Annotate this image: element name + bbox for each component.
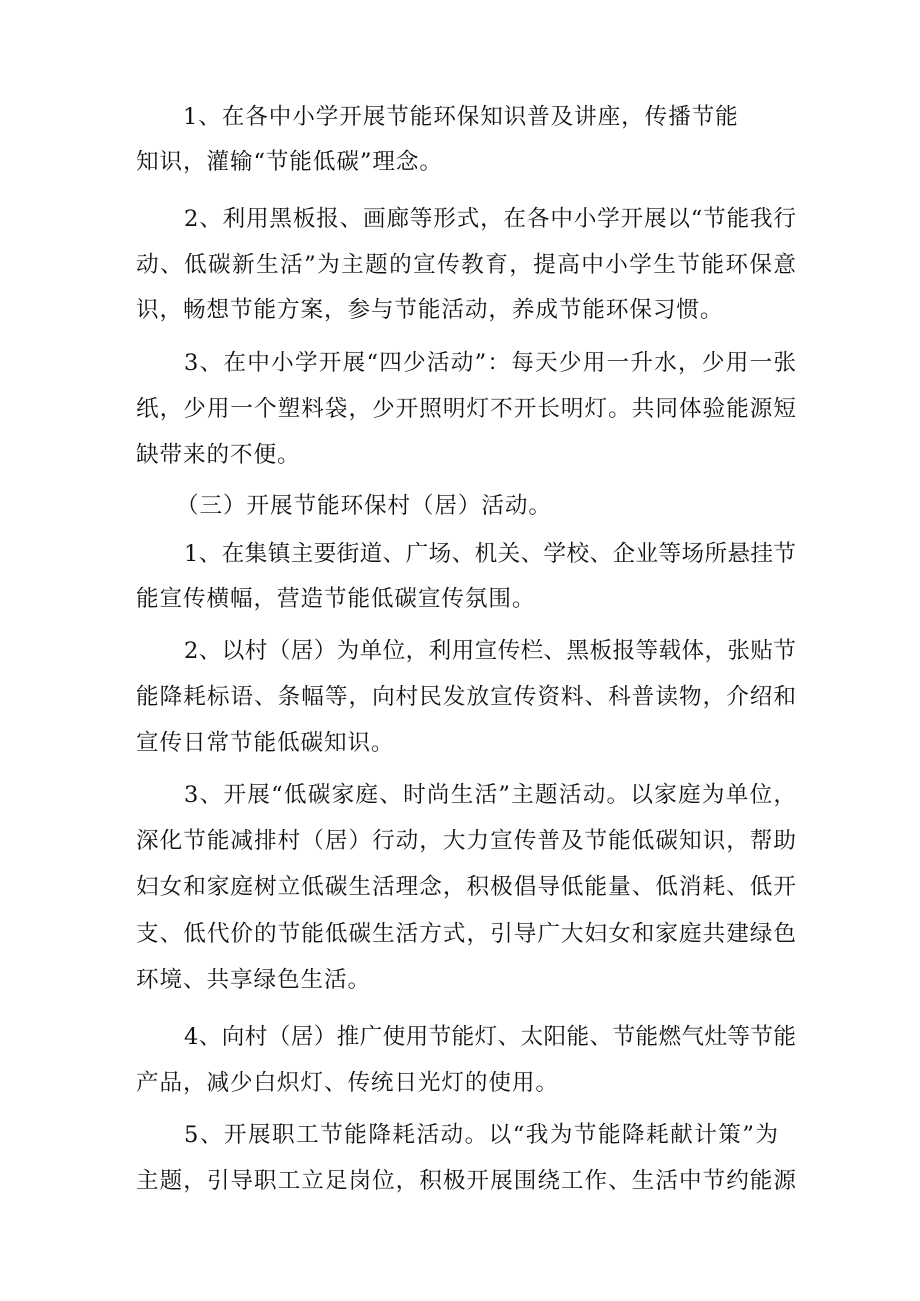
paragraph-7-line-2: 产品，减少白炽灯、传统日光灯的使用。 — [136, 1070, 559, 1096]
paragraph-4-line-1: 1、在集镇主要街道、广场、机关、学校、企业等场所悬挂节 — [184, 541, 796, 567]
paragraph-5-line-3: 宣传日常节能低碳知识。 — [136, 730, 395, 756]
paragraph-2-line-1: 2、利用黑板报、画廊等形式，在各中小学开展以“节能我行 — [184, 206, 796, 232]
paragraph-6-line-3: 妇女和家庭树立低碳生活理念，积极倡导低能量、低消耗、低开 — [136, 874, 796, 900]
paragraph-6-line-1: 3、开展“低碳家庭、时尚生活”主题活动。以家庭为单位， — [184, 782, 796, 808]
paragraph-2-line-2: 动、低碳新生活”为主题的宣传教育，提高中小学生节能环保意 — [136, 252, 796, 278]
paragraph-5-line-1: 2、以村（居）为单位，利用宣传栏、黑板报等载体，张贴节 — [184, 638, 796, 664]
paragraph-5-line-2: 能降耗标语、条幅等，向村民发放宣传资料、科普读物，介绍和 — [136, 684, 796, 710]
paragraph-3-line-1: 3、在中小学开展“四少活动”：每天少用一升水，少用一张 — [184, 350, 796, 376]
paragraph-6-line-5: 环境、共享绿色生活。 — [136, 967, 371, 993]
paragraph-2-line-3: 识，畅想节能方案，参与节能活动，养成节能环保习惯。 — [136, 297, 724, 323]
paragraph-1-line-1: 1、在各中小学开展节能环保知识普及讲座，传播节能 — [183, 104, 739, 130]
paragraph-3-line-3: 缺带来的不便。 — [136, 442, 301, 468]
paragraph-3-line-2: 纸，少用一个塑料袋，少开照明灯不开长明灯。共同体验能源短 — [136, 396, 796, 422]
paragraph-4-line-2: 能宣传横幅，营造节能低碳宣传氛围。 — [136, 586, 536, 612]
paragraph-8-line-2: 主题，引导职工立足岗位，积极开展围绕工作、生活中节约能源 — [136, 1168, 796, 1194]
paragraph-6-line-2: 深化节能减排村（居）行动，大力宣传普及节能低碳知识，帮助 — [136, 828, 796, 854]
paragraph-1-line-2: 知识，灌输“节能低碳”理念。 — [136, 149, 443, 175]
paragraph-7-line-1: 4、向村（居）推广使用节能灯、太阳能、节能燃气灶等节能 — [184, 1024, 796, 1050]
paragraph-6-line-4: 支、低代价的节能低碳生活方式，引导广大妇女和家庭共建绿色 — [136, 921, 796, 947]
section-heading-3: （三）开展节能环保村（居）活动。 — [176, 493, 552, 519]
paragraph-8-line-1: 5、开展职工节能降耗活动。以“我为节能降耗献计策”为 — [184, 1122, 778, 1148]
